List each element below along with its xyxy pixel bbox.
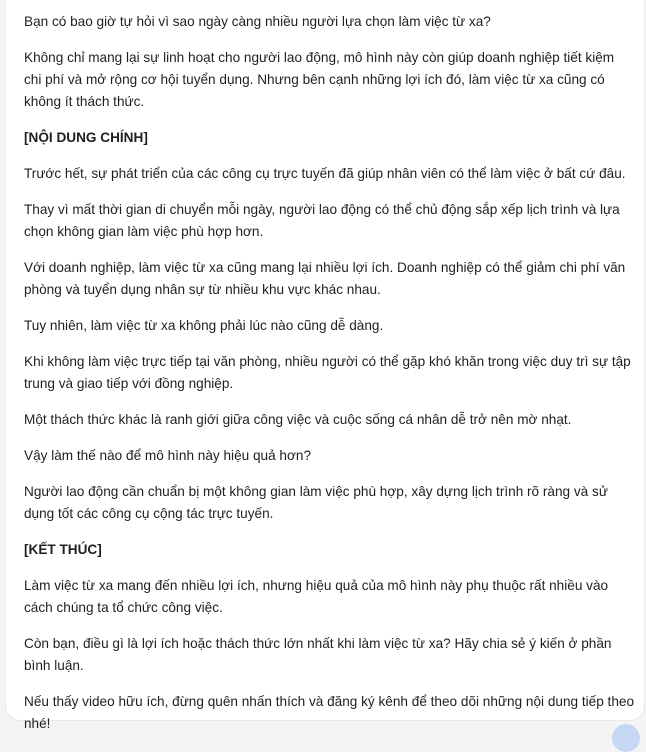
response-text bbox=[24, 11, 634, 749]
main-paragraph-6: Một thách thức khác là ranh giới giữa công việc và cuộc sống cá nhân dễ trở nên mờ nhạt. bbox=[24, 412, 572, 427]
main-content-heading: [NỘI DUNG CHÍNH] bbox=[24, 130, 148, 145]
chat-response-card bbox=[6, 0, 644, 731]
intro-paragraph-1: Bạn có bao giờ tự hỏi vì sao ngày càng nhiều người lựa chọn làm việc từ xa? bbox=[24, 14, 491, 29]
ending-paragraph-3: Nếu thấy video hữu ích, đừng quên nhấn thích và đăng ký kênh để theo dõi những nội dung tiếp theo nhé! bbox=[24, 694, 635, 731]
intro-paragraph-2: Không chỉ mang lại sự linh hoạt cho người lao động, mô hình này còn giúp doanh nghiệp tiết kiệm chi phí và mở rộng cơ hội tuyển dụng. Nhưng bên cạnh những lợi ích đó, làm việc từ xa cũng có không ít thách thức. bbox=[24, 50, 615, 109]
main-paragraph-1: Trước hết, sự phát triển của các công cụ trực tuyến đã giúp nhân viên có thể làm việc ở bất cứ đâu. bbox=[24, 166, 626, 181]
ending-paragraph-1: Làm việc từ xa mang đến nhiều lợi ích, nhưng hiệu quả của mô hình này phụ thuộc rất nhiều vào cách chúng ta tổ chức công việc. bbox=[24, 578, 609, 615]
ending-paragraph-2: Còn bạn, điều gì là lợi ích hoặc thách thức lớn nhất khi làm việc từ xa? Hãy chia sẻ ý kiến ở phần bình luận. bbox=[24, 636, 612, 673]
main-paragraph-7: Vậy làm thế nào để mô hình này hiệu quả hơn? bbox=[24, 448, 312, 463]
scroll-button[interactable] bbox=[612, 724, 640, 752]
main-paragraph-3: Với doanh nghiệp, làm việc từ xa cũng mang lại nhiều lợi ích. Doanh nghiệp có thể giảm chi phí văn phòng và tuyển dụng nhân sự từ nhiều khu vực khác nhau. bbox=[24, 260, 626, 297]
main-paragraph-5: Khi không làm việc trực tiếp tại văn phòng, nhiều người có thể gặp khó khăn trong việc duy trì sự tập trung và giao tiếp với đồng nghiệp. bbox=[24, 354, 631, 391]
main-paragraph-4: Tuy nhiên, làm việc từ xa không phải lúc nào cũng dễ dàng. bbox=[24, 318, 384, 333]
main-paragraph-2: Thay vì mất thời gian di chuyển mỗi ngày, người lao động có thể chủ động sắp xếp lịch trình và lựa chọn không gian làm việc phù hợp hơn. bbox=[24, 202, 620, 239]
ending-heading: [KẾT THÚC] bbox=[24, 542, 102, 557]
main-paragraph-8: Người lao động cần chuẩn bị một không gian làm việc phù hợp, xây dựng lịch trình rõ ràng và sử dụng tốt các công cụ cộng tác trực tuyến. bbox=[24, 484, 608, 521]
